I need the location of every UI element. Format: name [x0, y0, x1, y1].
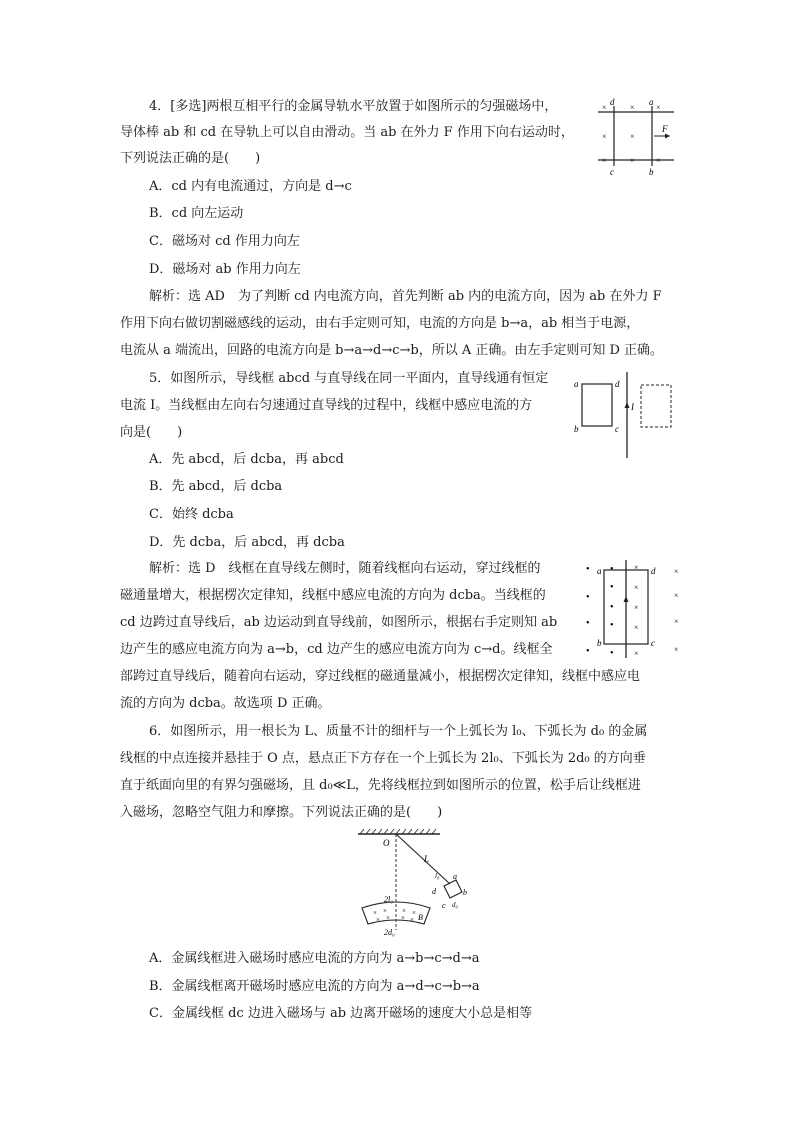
q4-stem-line-2: 导体棒 ab 和 cd 在导轨上可以自由滑动。当 ab 在外力 F 作用下向右运动时，: [120, 125, 574, 140]
svg-text:F: F: [662, 124, 668, 134]
q5-crossing-figure: [588, 558, 688, 662]
svg-text:×: ×: [634, 649, 639, 658]
svg-text:d: d: [651, 566, 656, 576]
svg-text:×: ×: [674, 645, 679, 654]
q6-stem-line-1: 6．如图所示，用一根长为 L、质量不计的细杆与一个上弧长为 l₀、下弧长为 d₀ 的金属: [149, 724, 648, 739]
svg-text:×: ×: [656, 103, 661, 112]
q5-stem-line-3: 向是( ): [120, 425, 183, 440]
q5-analysis-line-3: cd 边跨过直导线后，ab 边运动到直导线前，如图所示，根据右手定则知 ab: [120, 615, 558, 630]
q5-analysis-line-2: 磁通量增大，根据楞次定律知，线框中感应电流的方向为 dcba。当线框的: [120, 588, 546, 603]
q4-rail-figure: [596, 96, 678, 178]
svg-text:d: d: [432, 887, 436, 896]
q6-option-b: B．金属线框离开磁场时感应电流的方向为 a→d→c→b→a: [149, 979, 480, 994]
q5-frame-wire-figure: [568, 372, 680, 460]
svg-text:•: •: [610, 564, 614, 575]
q5-analysis-line-5: 部跨过直导线后，随着向右运动，穿过线框的磁通量减小，根据楞次定律知，线框中感应电: [120, 669, 641, 684]
q6-option-c: C．金属线框 dc 边进入磁场与 ab 边离开磁场的速度大小总是相等: [149, 1006, 533, 1021]
q4-stem-line-1: 4．[多选]两根互相平行的金属导轨水平放置于如图所示的匀强磁场中，: [149, 99, 558, 114]
q6-stem-line-4: 入磁场，忽略空气阻力和摩擦。下列说法正确的是( ): [120, 805, 443, 820]
q5-option-b: B．先 abcd，后 dcba: [149, 479, 283, 494]
q6-stem-line-2: 线框的中点连接并悬挂于 O 点，悬点正下方存在一个上弧长为 2l₀、下弧长为 2d₀ 的方向垂: [120, 751, 646, 766]
svg-text:×: ×: [412, 909, 416, 917]
q4-analysis-line-2: 作用下向右做切割磁感线的运动，由右手定则可知，电流的方向是 b→a，ab 相当于电源，: [120, 316, 640, 331]
q5-option-c: C．始终 dcba: [149, 507, 234, 522]
svg-text:c: c: [651, 638, 655, 648]
svg-text:•: •: [610, 620, 614, 631]
svg-text:a: a: [597, 566, 602, 576]
svg-text:×: ×: [674, 567, 679, 576]
q6-pendulum-figure: [352, 828, 482, 948]
svg-text:×: ×: [674, 591, 679, 600]
svg-text:c: c: [615, 424, 619, 434]
q4-analysis-line-3: 电流从 a 端流出，回路的电流方向是 b→a→d→c→b，所以 A 正确。由左手定则可知 D 正确。: [120, 343, 664, 358]
svg-text:•: •: [610, 602, 614, 613]
svg-text:×: ×: [634, 583, 639, 592]
q6-stem-line-3: 直于纸面向里的有界匀强磁场，且 d₀≪L，先将线框拉到如图所示的位置，松手后让线框进: [120, 778, 641, 793]
svg-text:•: •: [610, 648, 614, 659]
svg-text:a: a: [649, 97, 654, 107]
svg-text:×: ×: [602, 156, 607, 165]
q4-option-a: A．cd 内有电流通过，方向是 d→c: [149, 179, 352, 194]
svg-text:×: ×: [674, 617, 679, 626]
svg-text:I: I: [631, 402, 634, 412]
svg-text:×: ×: [376, 916, 380, 924]
q4-option-b: B．cd 向左运动: [149, 206, 244, 221]
svg-text:×: ×: [373, 909, 377, 917]
svg-text:b: b: [597, 638, 602, 648]
q5-option-a: A．先 abcd，后 dcba，再 abcd: [149, 452, 344, 467]
svg-text:×: ×: [401, 914, 405, 922]
svg-text:•: •: [610, 582, 614, 593]
svg-text:2d₀: 2d₀: [384, 928, 395, 937]
q5-analysis-line-4: 边产生的感应电流方向为 a→b，cd 边产生的感应电流方向为 c→d。线框全: [120, 642, 553, 657]
svg-text:×: ×: [634, 563, 639, 572]
svg-text:l₀: l₀: [435, 872, 440, 880]
svg-text:•: •: [586, 646, 590, 657]
svg-text:c: c: [442, 901, 446, 910]
q5-analysis-line-1: 解析：选 D 线框在直导线左侧时，随着线框向右运动，穿过线框的: [149, 561, 541, 576]
svg-text:×: ×: [634, 603, 639, 612]
svg-text:×: ×: [410, 916, 414, 924]
svg-text:•: •: [586, 564, 590, 575]
svg-text:2l₀: 2l₀: [384, 895, 394, 904]
svg-text:b: b: [649, 167, 654, 177]
svg-text:O: O: [383, 838, 390, 848]
svg-text:a: a: [453, 872, 457, 881]
svg-text:d: d: [615, 379, 620, 389]
svg-text:×: ×: [602, 103, 607, 112]
q5-stem-line-2: 电流 I。当线框由左向右匀速通过直导线的过程中，线框中感应电流的方: [120, 398, 533, 413]
svg-text:×: ×: [602, 132, 607, 141]
svg-text:×: ×: [383, 907, 387, 915]
svg-text:×: ×: [630, 132, 635, 141]
svg-text:×: ×: [386, 914, 390, 922]
svg-text:b: b: [574, 424, 579, 434]
svg-text:B: B: [418, 913, 423, 922]
svg-text:c: c: [610, 167, 614, 177]
svg-text:d₀: d₀: [452, 901, 458, 909]
svg-text:×: ×: [656, 156, 661, 165]
q4-stem-line-3: 下列说法正确的是( ): [120, 151, 261, 166]
svg-text:×: ×: [630, 156, 635, 165]
svg-text:d: d: [610, 97, 615, 107]
q5-option-d: D．先 dcba，后 abcd，再 dcba: [149, 535, 345, 550]
q5-analysis-line-6: 流的方向为 dcba。故选项 D 正确。: [120, 696, 331, 711]
q4-option-d: D．磁场对 ab 作用力向左: [149, 262, 301, 277]
svg-text:×: ×: [630, 103, 635, 112]
q6-option-a: A．金属线框进入磁场时感应电流的方向为 a→b→c→d→a: [149, 951, 480, 966]
svg-text:•: •: [586, 592, 590, 603]
svg-text:b: b: [463, 888, 467, 897]
svg-text:×: ×: [402, 907, 406, 915]
svg-text:×: ×: [634, 623, 639, 632]
q4-analysis-line-1: 解析：选 AD 为了判断 cd 内电流方向，首先判断 ab 内的电流方向，因为 ab 在外力 F: [149, 289, 662, 304]
svg-text:•: •: [586, 618, 590, 629]
q4-option-c: C．磁场对 cd 作用力向左: [149, 234, 300, 249]
svg-text:L: L: [424, 854, 430, 864]
svg-text:a: a: [574, 379, 579, 389]
q5-stem-line-1: 5．如图所示，导线框 abcd 与直导线在同一平面内，直导线通有恒定: [149, 371, 549, 386]
